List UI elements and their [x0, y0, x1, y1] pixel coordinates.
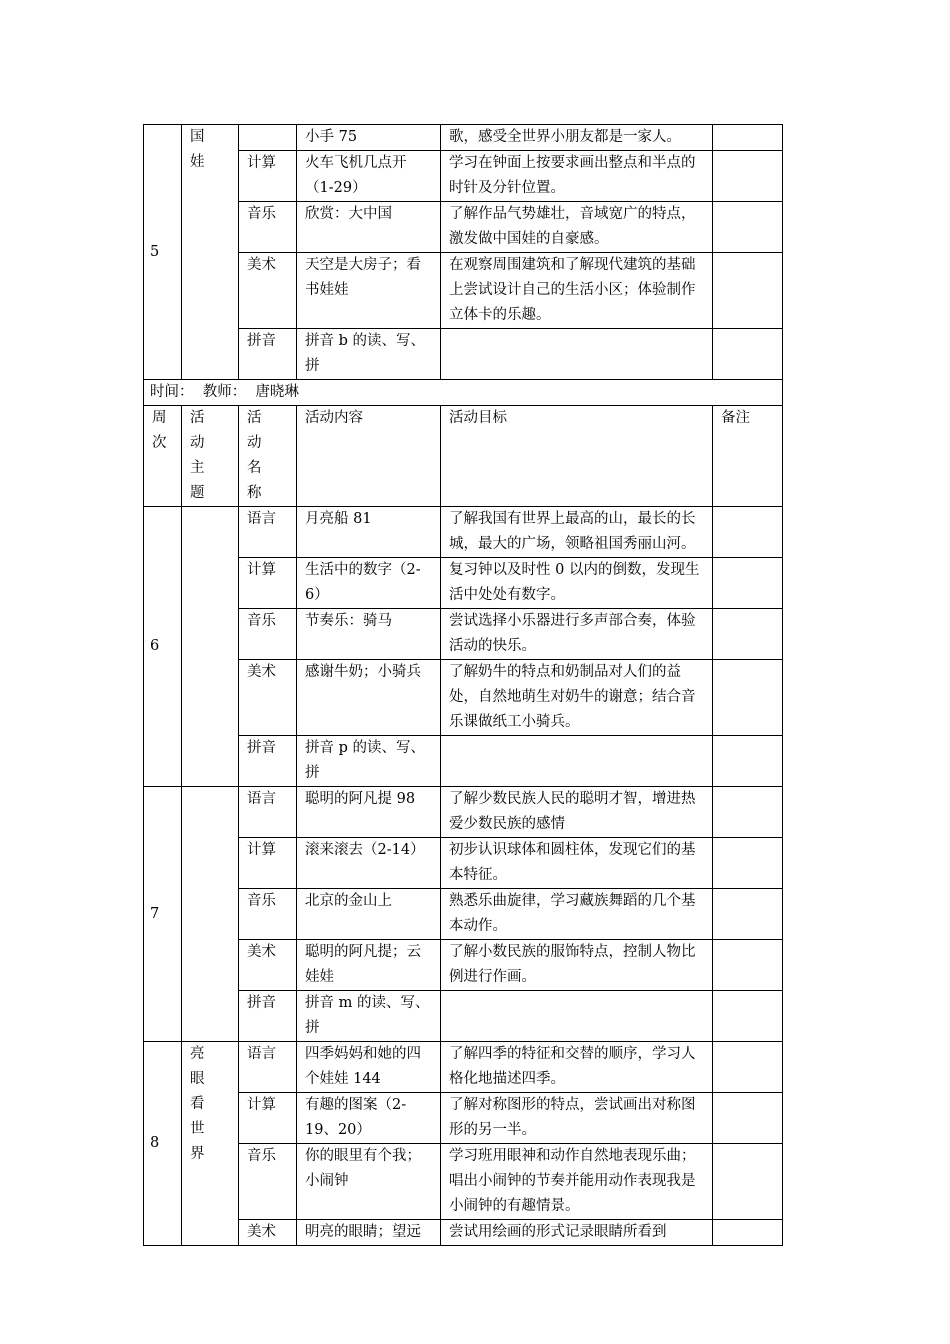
- activity-content: 小手 75: [297, 125, 441, 151]
- week-number: 7: [144, 787, 182, 1042]
- activity-subject: 音乐: [239, 1144, 297, 1220]
- table-row: [144, 1144, 783, 1220]
- activity-subject: 计算: [239, 558, 297, 609]
- time-teacher-line: 时间： 教师： 唐晓琳: [144, 380, 783, 406]
- table-row: [144, 329, 783, 380]
- activity-goal: 了解我国有世界上最高的山，最长的长城，最大的广场，领略祖国秀丽山河。: [441, 507, 713, 558]
- header-theme: 活动主题: [182, 406, 239, 507]
- activity-note: [713, 787, 783, 838]
- table-row: [144, 838, 783, 889]
- activity-subject: 音乐: [239, 609, 297, 660]
- activity-content: 滚来滚去（2-14）: [297, 838, 441, 889]
- activity-note: [713, 507, 783, 558]
- activity-subject: 美术: [239, 660, 297, 736]
- activity-goal: 尝试用绘画的形式记录眼睛所看到: [441, 1220, 713, 1246]
- table-row: [144, 558, 783, 609]
- activity-content: 有趣的图案（2-19、20）: [297, 1093, 441, 1144]
- week-number: 8: [144, 1042, 182, 1246]
- header-goal: 活动目标: [441, 406, 713, 507]
- table-row: [144, 151, 783, 202]
- activity-content: 四季妈妈和她的四个娃娃 144: [297, 1042, 441, 1093]
- activity-content: 拼音 b 的读、写、拼: [297, 329, 441, 380]
- activity-subject: 美术: [239, 1220, 297, 1246]
- table-row: [144, 1093, 783, 1144]
- activity-content: 聪明的阿凡提；云娃娃: [297, 940, 441, 991]
- activity-subject: 美术: [239, 253, 297, 329]
- activity-subject: [239, 125, 297, 151]
- activity-subject: 拼音: [239, 991, 297, 1042]
- activity-theme: [182, 507, 239, 787]
- activity-goal: 了解作品气势雄壮，音域宽广的特点，激发做中国娃的自豪感。: [441, 202, 713, 253]
- activity-subject: 计算: [239, 151, 297, 202]
- table-row: [144, 940, 783, 991]
- activity-content: 拼音 p 的读、写、拼: [297, 736, 441, 787]
- activity-goal: 了解奶牛的特点和奶制品对人们的益处，自然地萌生对奶牛的谢意；结合音乐课做纸工小骑兵。: [441, 660, 713, 736]
- activity-content: 北京的金山上: [297, 889, 441, 940]
- activity-note: [713, 329, 783, 380]
- activity-goal: 学习在钟面上按要求画出整点和半点的时针及分针位置。: [441, 151, 713, 202]
- activity-subject: 计算: [239, 838, 297, 889]
- table-row: [144, 889, 783, 940]
- activity-content: 欣赏：大中国: [297, 202, 441, 253]
- activity-note: [713, 838, 783, 889]
- activity-subject: 拼音: [239, 329, 297, 380]
- activity-goal: 在观察周围建筑和了解现代建筑的基础上尝试设计自己的生活小区；体验制作立体卡的乐趣。: [441, 253, 713, 329]
- table-row: [144, 202, 783, 253]
- table-row: [144, 1220, 783, 1246]
- activity-note: [713, 1093, 783, 1144]
- activity-note: [713, 1042, 783, 1093]
- table-row: [144, 1042, 783, 1093]
- activity-note: [713, 660, 783, 736]
- activity-goal: 了解四季的特征和交替的顺序，学习人格化地描述四季。: [441, 1042, 713, 1093]
- activity-goal: 尝试选择小乐器进行多声部合奏，体验活动的快乐。: [441, 609, 713, 660]
- week-number: 6: [144, 507, 182, 787]
- activity-goal: [441, 736, 713, 787]
- activity-theme: 国 娃: [182, 125, 239, 380]
- activity-note: [713, 253, 783, 329]
- activity-goal: 学习班用眼神和动作自然地表现乐曲；唱出小闹钟的节奏并能用动作表现我是小闹钟的有趣情景。: [441, 1144, 713, 1220]
- header-note: 备注: [713, 406, 783, 507]
- activity-content: 感谢牛奶；小骑兵: [297, 660, 441, 736]
- activity-note: [713, 736, 783, 787]
- activity-note: [713, 1144, 783, 1220]
- table-row: [144, 253, 783, 329]
- activity-note: [713, 202, 783, 253]
- activity-note: [713, 889, 783, 940]
- activity-subject: 音乐: [239, 889, 297, 940]
- activity-content: 火车飞机几点开（1-29）: [297, 151, 441, 202]
- activity-note: [713, 558, 783, 609]
- header-content: 活动内容: [297, 406, 441, 507]
- activity-plan-table: [143, 124, 783, 1246]
- activity-goal: 歌，感受全世界小朋友都是一家人。: [441, 125, 713, 151]
- activity-content: 天空是大房子；看书娃娃: [297, 253, 441, 329]
- table-row: [144, 736, 783, 787]
- activity-goal: 复习钟以及时性 0 以内的倒数，发现生活中处处有数字。: [441, 558, 713, 609]
- header-week: 周次: [144, 406, 182, 507]
- header-name: 活动名称: [239, 406, 297, 507]
- activity-content: 生活中的数字（2-6）: [297, 558, 441, 609]
- activity-theme: 亮眼看世界: [182, 1042, 239, 1246]
- activity-subject: 美术: [239, 940, 297, 991]
- activity-subject: 音乐: [239, 202, 297, 253]
- activity-content: 聪明的阿凡提 98: [297, 787, 441, 838]
- activity-theme: [182, 787, 239, 1042]
- activity-goal: 了解小数民族的服饰特点，控制人物比例进行作画。: [441, 940, 713, 991]
- activity-goal: 初步认识球体和圆柱体，发现它们的基本特征。: [441, 838, 713, 889]
- week-number: 5: [144, 125, 182, 380]
- activity-note: [713, 151, 783, 202]
- table-row: [144, 787, 783, 838]
- info-row: [144, 380, 783, 406]
- activity-content: 你的眼里有个我；小闹钟: [297, 1144, 441, 1220]
- activity-content: 拼音 m 的读、写、拼: [297, 991, 441, 1042]
- activity-goal: 了解对称图形的特点，尝试画出对称图形的另一半。: [441, 1093, 713, 1144]
- table-row: [144, 660, 783, 736]
- activity-note: [713, 991, 783, 1042]
- table-row: [144, 991, 783, 1042]
- header-row: [144, 406, 783, 507]
- activity-subject: 语言: [239, 507, 297, 558]
- activity-subject: 语言: [239, 787, 297, 838]
- activity-note: [713, 125, 783, 151]
- activity-content: 月亮船 81: [297, 507, 441, 558]
- table-row: [144, 507, 783, 558]
- activity-note: [713, 609, 783, 660]
- table-row: [144, 125, 783, 151]
- activity-subject: 拼音: [239, 736, 297, 787]
- activity-note: [713, 940, 783, 991]
- activity-subject: 语言: [239, 1042, 297, 1093]
- table-row: [144, 609, 783, 660]
- activity-content: 明亮的眼睛；望远: [297, 1220, 441, 1246]
- activity-subject: 计算: [239, 1093, 297, 1144]
- activity-content: 节奏乐：骑马: [297, 609, 441, 660]
- activity-goal: 了解少数民族人民的聪明才智，增进热爱少数民族的感情: [441, 787, 713, 838]
- activity-goal: [441, 991, 713, 1042]
- activity-goal: 熟悉乐曲旋律，学习藏族舞蹈的几个基本动作。: [441, 889, 713, 940]
- activity-goal: [441, 329, 713, 380]
- activity-note: [713, 1220, 783, 1246]
